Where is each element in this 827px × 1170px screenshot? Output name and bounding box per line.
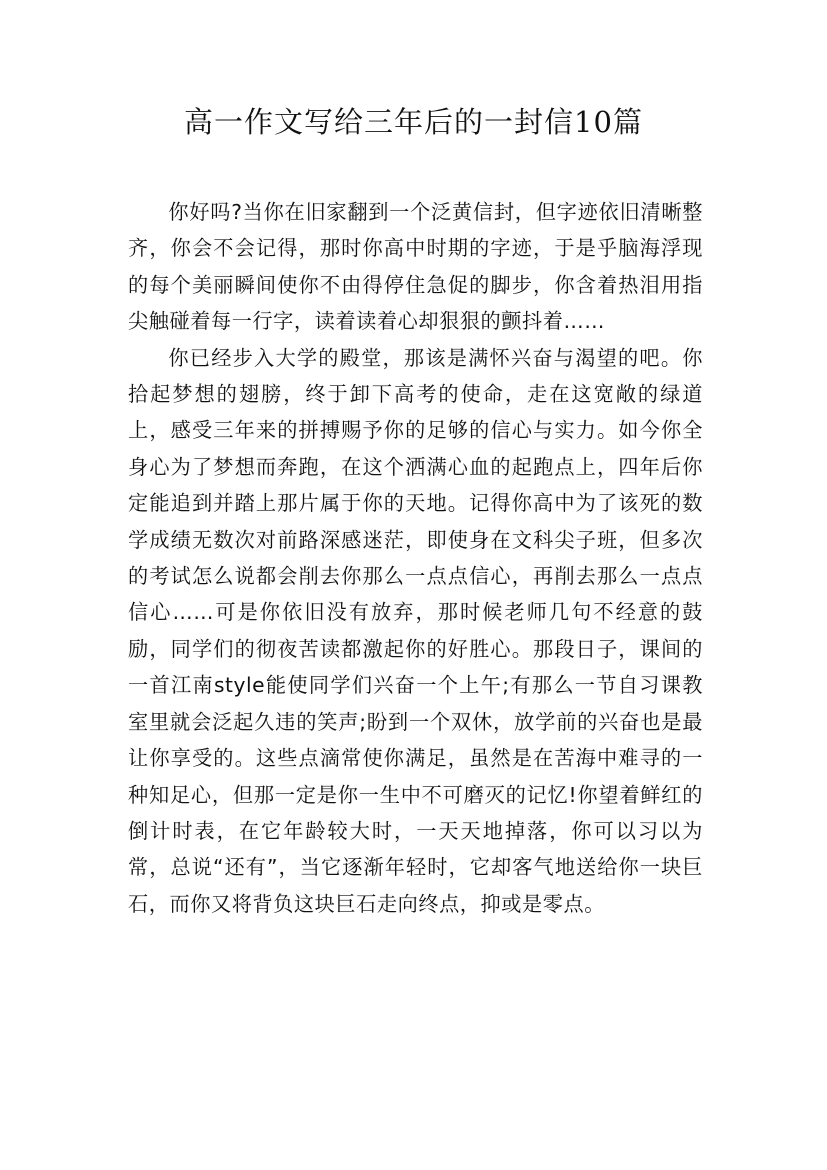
document-title: 高一作文写给三年后的一封信10篇 [184, 105, 643, 139]
paragraph-2: 你已经步入大学的殿堂，那该是满怀兴奋与渴望的吧。你拾起梦想的翅膀，终于卸下高考的使命，走在这宽敞的绿道上，感受三年来的拼搏赐予你的足够的信心与实力。如今你全身心为了梦想而奔跑，在这个洒满心血的起跑点上，四年后你定能追到并踏上那片属于你的天地。记得你高中为了该死的数学成绩无数次对前路深感迷茫，即使身在文科尖子班，但多次的考试怎么说都会削去你那么一点点信心，再削去那么一点点信心……可是你依旧没有放弃，那时候老师几句不经意的鼓励，同学们的彻夜苦读都激起你的好胜心。那段日子，课间的一首江南style能使同学们兴奋一个上午;有那么一节自习课教室里就会泛起久违的笑声;盼到一个双休，放学前的兴奋也是最让你享受的。这些点滴常使你满足，虽然是在苦海中难寻的一种知足心，但那一定是你一生中不可磨灭的记忆!你望着鲜红的倒计时表，在它年龄较大时，一天天地掉落，你可以习以为常，总说“还有”，当它逐渐年轻时，它却客气地送给你一块巨石，而你又将背负这块巨石走向终点，抑或是零点。 [128, 345, 703, 916]
document-body [128, 194, 703, 922]
paragraph-1: 你好吗?当你在旧家翻到一个泛黄信封，但字迹依旧清晰整齐，你会不会记得，那时你高中时期的字迹，于是乎脑海浮现的每个美丽瞬间使你不由得停住急促的脚步，你含着热泪用指尖触碰着每一行字，读着读着心却狠狠的颤抖着…… [128, 200, 703, 334]
